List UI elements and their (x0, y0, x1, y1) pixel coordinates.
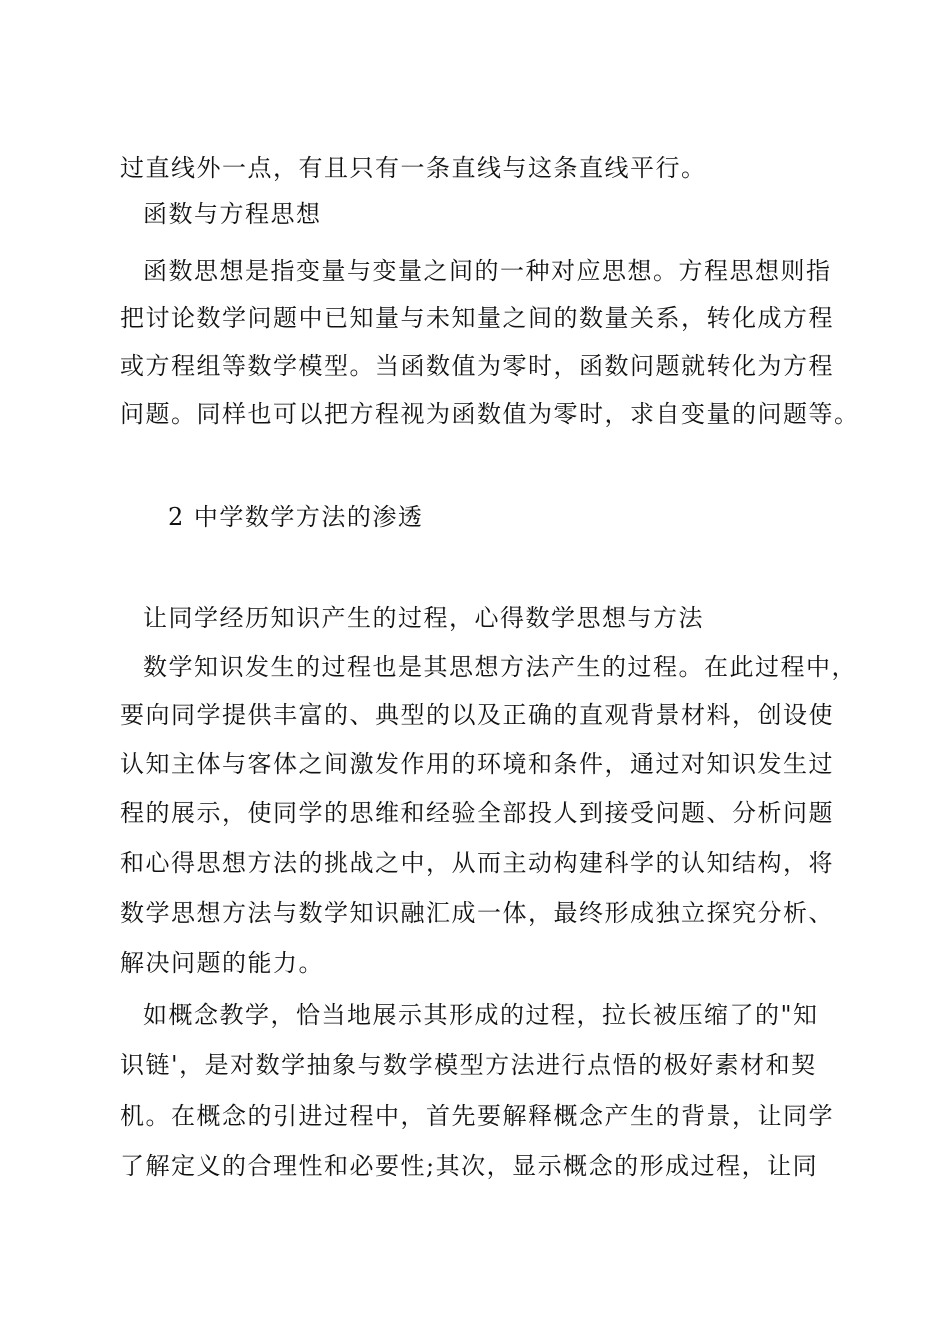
paragraph-line: 要向同学提供丰富的、典型的以及正确的直观背景材料，创设使 (120, 701, 834, 729)
paragraph-line: 和心得思想方法的挑战之中，从而主动构建科学的认知结构，将 (120, 849, 834, 877)
paragraph-line: 解决问题的能力。 (120, 949, 324, 977)
paragraph-line: 或方程组等数学模型。当函数值为零时，函数问题就转化为方程 (120, 352, 834, 380)
paragraph-line: 过直线外一点，有且只有一条直线与这条直线平行。 (120, 154, 707, 182)
section-heading: 让同学经历知识产生的过程，心得数学思想与方法 (143, 604, 704, 632)
paragraph-line: 函数思想是指变量与变量之间的一种对应思想。方程思想则指 (143, 257, 832, 285)
paragraph-line: 了解定义的合理性和必要性;其次，显示概念的形成过程，让同 (120, 1152, 819, 1180)
paragraph-line: 数学思想方法与数学知识融汇成一体，最终形成独立探究分析、 (120, 899, 834, 927)
section-heading: 函数与方程思想 (143, 200, 322, 228)
paragraph-line: 识链'，是对数学抽象与数学模型方法进行点悟的极好素材和契 (120, 1051, 817, 1079)
paragraph-line: 把讨论数学问题中已知量与未知量之间的数量关系，转化成方程 (120, 304, 834, 332)
paragraph-line: 问题。同样也可以把方程视为函数值为零时，求自变量的问题等。 (120, 400, 860, 428)
paragraph-line: 数学知识发生的过程也是其思想方法产生的过程。在此过程中， (143, 653, 857, 681)
paragraph-line: 认知主体与客体之间激发作用的环境和条件，通过对知识发生过 (120, 750, 834, 778)
paragraph-line: 机。在概念的引进过程中，首先要解释概念产生的背景，让同学 (120, 1102, 834, 1130)
chapter-heading: 2 中学数学方法的渗透 (168, 503, 424, 531)
paragraph-line: 程的展示，使同学的思维和经验全部投人到接受问题、分析问题 (120, 799, 834, 827)
paragraph-line: 如概念教学，恰当地展示其形成的过程，拉长被压缩了的"知 (143, 1001, 819, 1029)
